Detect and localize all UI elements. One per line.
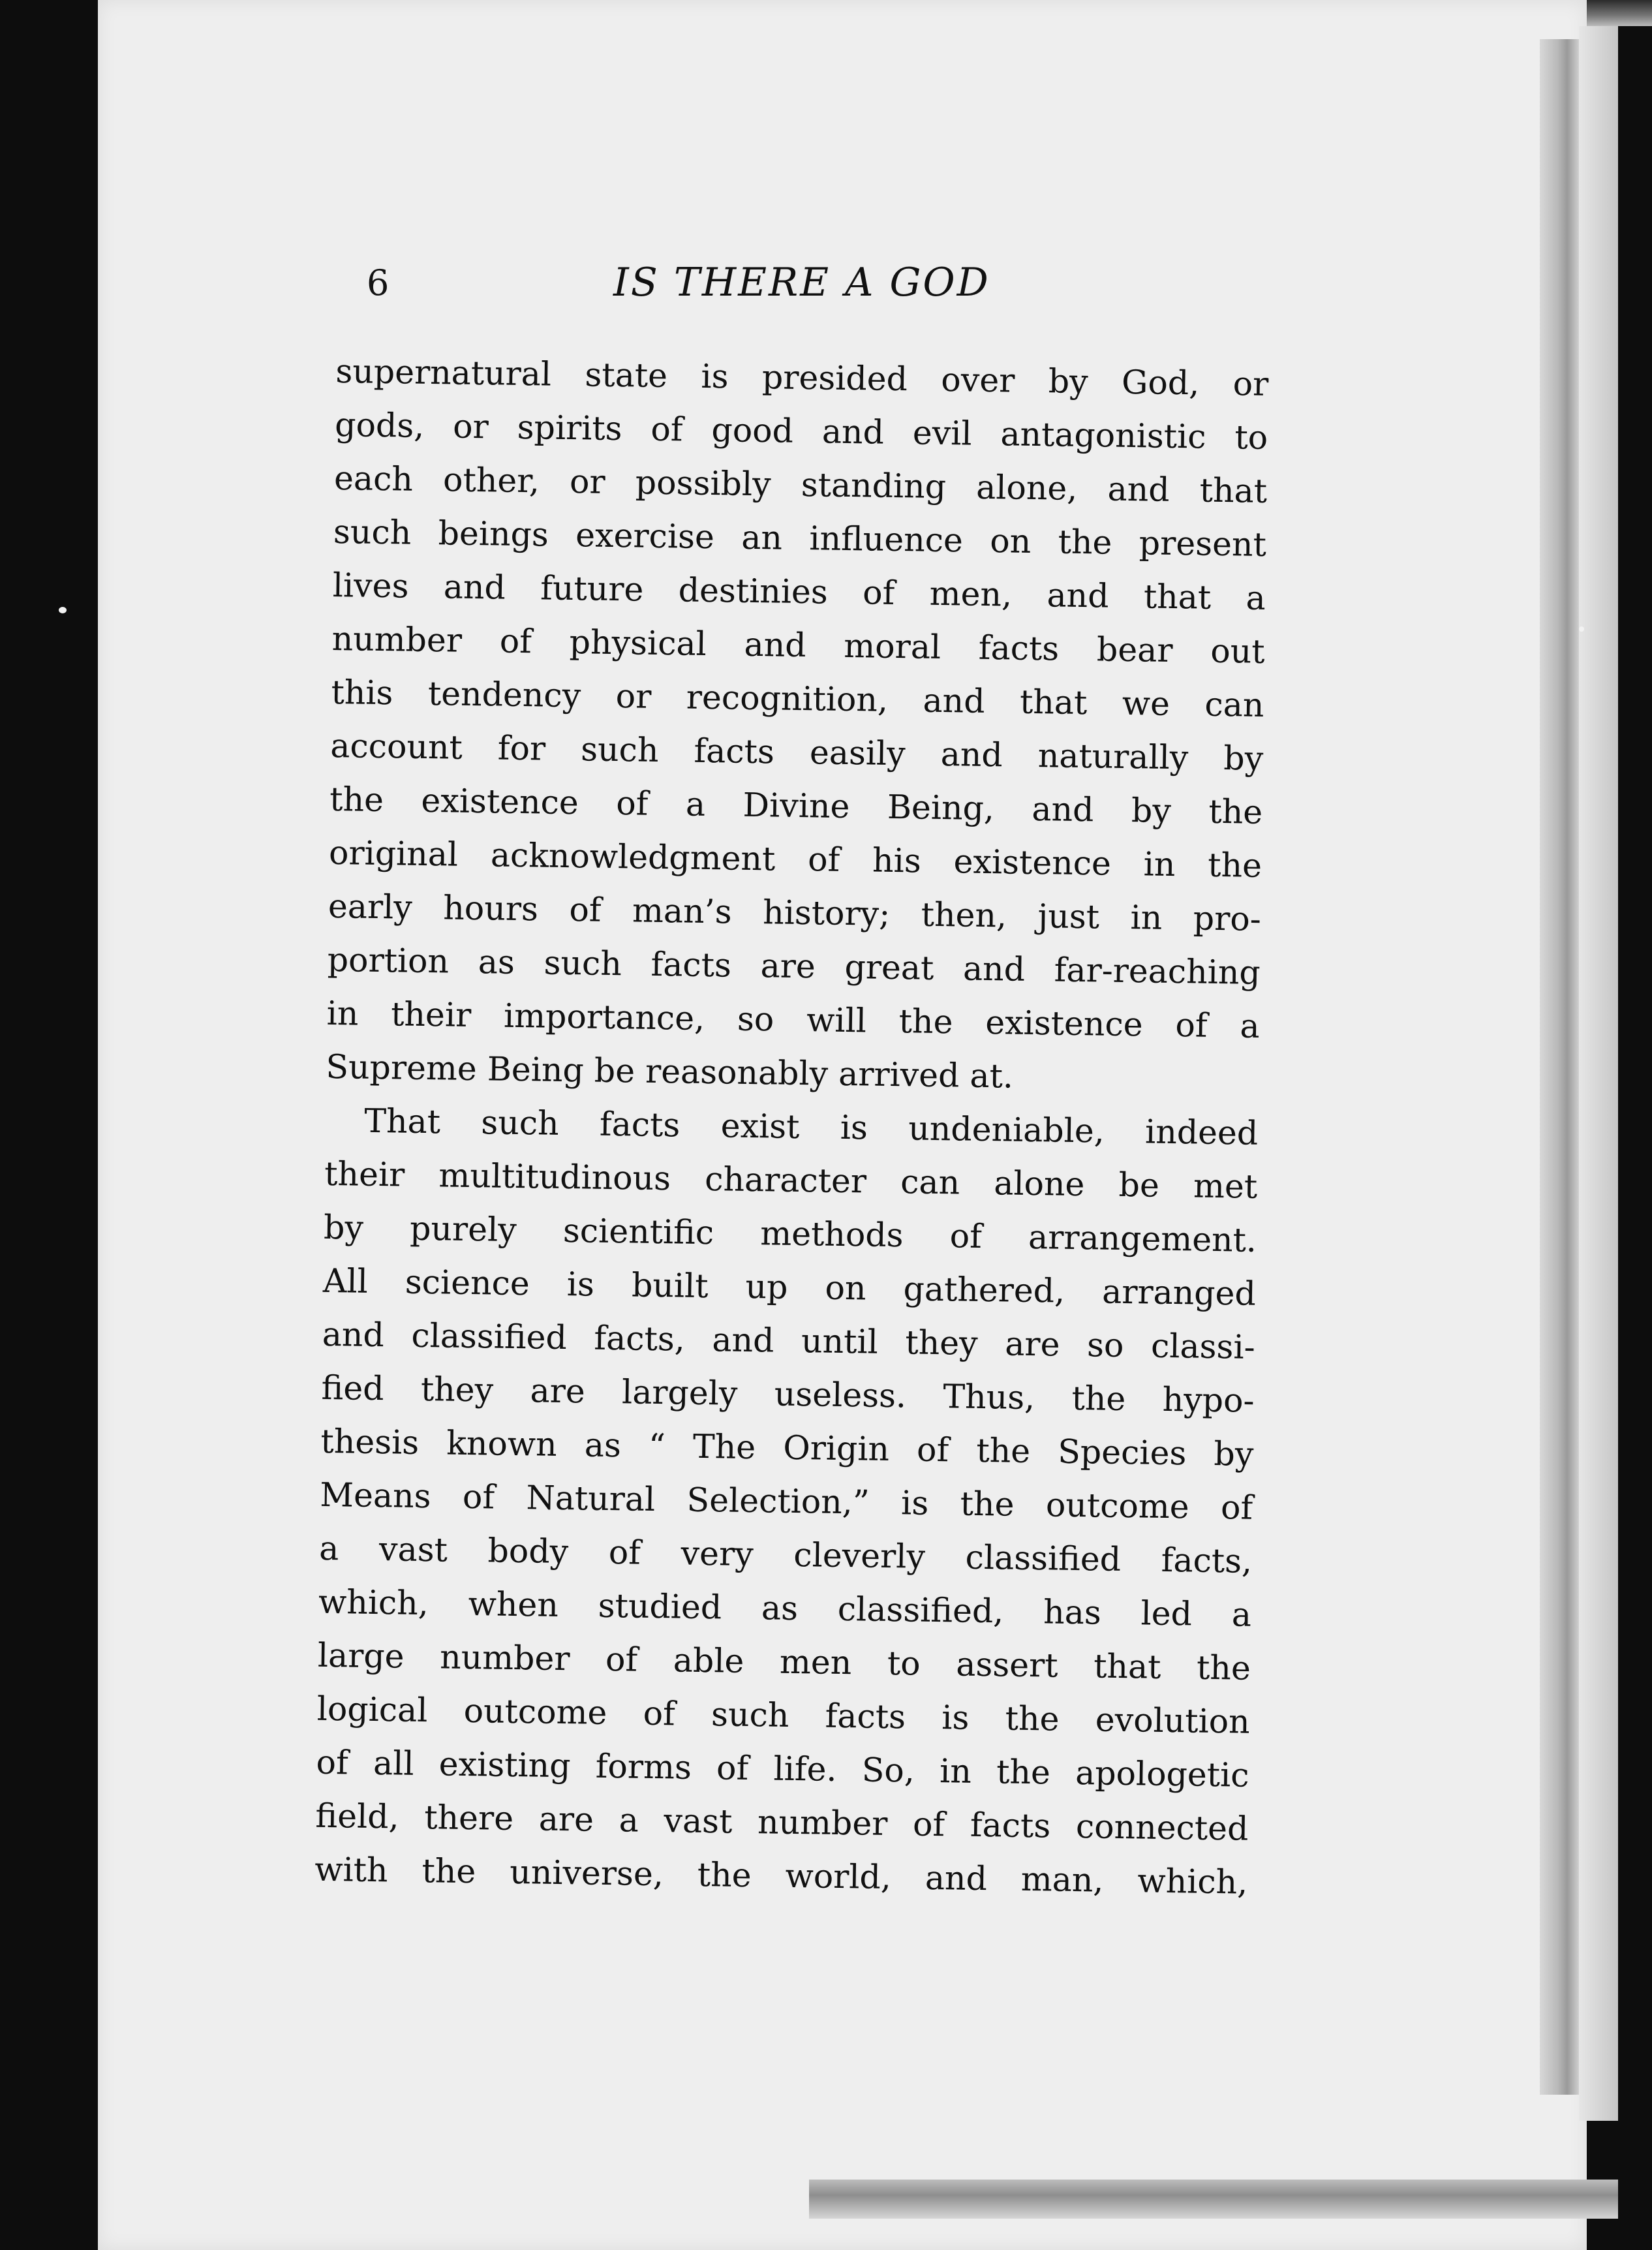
text-line: by purely scientific methods of arrangement. [323, 1207, 1257, 1259]
text-line: each other, or possibly standing alone, and that [333, 458, 1268, 510]
text-line: a vast body of very cleverly classified facts, [318, 1528, 1253, 1580]
text-line: large number of able men to assert that the [317, 1635, 1251, 1688]
text-line: All science is built up on gathered, arranged [322, 1261, 1257, 1313]
text-line: which, when studied as classified, has led a [318, 1582, 1252, 1634]
text-line: fied they are largely useless. Thus, the hypo- [321, 1368, 1255, 1420]
text-line: portion as such facts are great and far-reaching [327, 940, 1261, 992]
text-line: That such facts exist is undeniable, indeed [363, 1101, 1259, 1152]
text-line: in their importance, so will the existence of a [326, 993, 1260, 1045]
page-edge-right-outer [1579, 26, 1618, 2121]
text-line: number of physical and moral facts bear out [331, 619, 1265, 671]
dust-speck [59, 607, 67, 613]
text-line: Means of Natural Selection,” is the outcome of [319, 1475, 1253, 1527]
paragraph-2 [314, 1094, 1259, 1909]
text-line: such beings exercise an influence on the present [333, 512, 1267, 564]
text-line: supernatural state is presided over by God, or [335, 351, 1269, 403]
page-number: 6 [367, 262, 390, 303]
text-line: of all existing forms of life. So, in the apologetic [316, 1742, 1249, 1795]
text-line: field, there are a vast number of facts connected [315, 1796, 1249, 1848]
body-text [314, 345, 1269, 1909]
text-line: logical outcome of such facts is the evolution [316, 1689, 1251, 1741]
text-line: original acknowledgment of his existence in the [328, 833, 1262, 885]
page-header [339, 254, 1266, 326]
text-line: with the universe, the world, and man, which, [314, 1849, 1248, 1902]
text-line: Supreme Being be reasonably arrived at. [326, 1047, 1014, 1096]
dust-speck [1579, 626, 1584, 632]
text-line: early hours of man’s history; then, just in pro- [328, 886, 1262, 938]
text-line: lives and future destinies of men, and that a [332, 565, 1266, 617]
text-line: the existence of a Divine Being, and by the [329, 779, 1263, 831]
page-edge-right-inner [1540, 39, 1579, 2095]
paragraph-1 [326, 345, 1269, 1107]
running-head: IS THERE A GOD [613, 260, 990, 305]
text-line: and classified facts, and until they are so classi- [322, 1314, 1256, 1366]
text-line: their multitudinous character can alone be met [324, 1154, 1258, 1206]
text-line: gods, or spirits of good and evil antagonistic to [334, 405, 1268, 457]
text-line: this tendency or recognition, and that we can [331, 672, 1264, 724]
page-edge-bottom [809, 2180, 1618, 2219]
text-line: account for such facts easily and naturally by [330, 726, 1264, 778]
text-line: thesis known as “ The Origin of the Species by [320, 1421, 1254, 1473]
